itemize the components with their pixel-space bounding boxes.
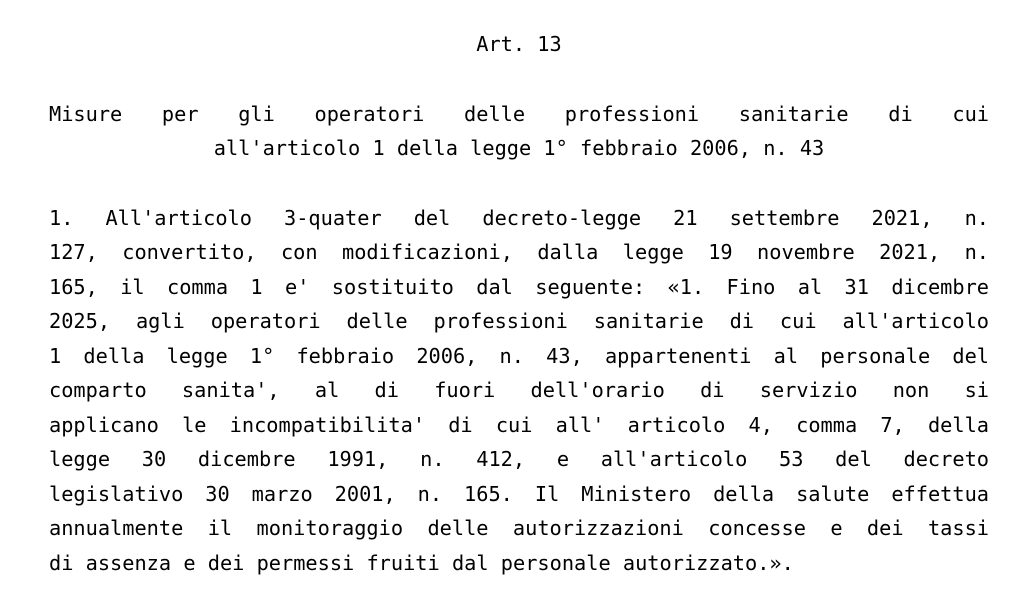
paragraph-line-2: 127, convertito, con modificazioni, dalla legge 19 novembre 2021, n. [49,240,989,264]
paragraph-line-10: annualmente il monitoraggio delle autorizzazioni concesse e dei tassi [49,516,989,540]
paragraph-line-5: 1 della legge 1° febbraio 2006, n. 43, appartenenti al personale del [49,343,989,368]
paragraph-line-8: legge 30 dicembre 1991, n. 412, e all'articolo 53 del decreto [49,447,989,471]
paragraph-line-3: 165, il comma 1 e' sostituito dal seguente: «1. Fino al 31 dicembre [49,274,989,299]
article-number: Art. 13 [476,32,562,56]
paragraph-line-11: di assenza e dei permessi fruiti dal personale autorizzato.». [49,550,794,575]
document-page [49,0,989,580]
paragraph-line-1: 1. All'articolo 3-quater del decreto-legge 21 settembre 2021, n. [49,205,989,230]
paragraph-line-9: legislativo 30 marzo 2001, n. 165. Il Ministero della salute effettua [49,481,989,506]
paragraph-line-7: applicano le incompatibilita' di cui all' articolo 4, comma 7, della [49,412,989,437]
article-heading-line-2: all'articolo 1 della legge 1° febbraio 2006, n. 43 [213,136,825,160]
article-heading-line-1: Misure per gli operatori delle professioni sanitarie di cui [49,101,989,126]
paragraph-line-4: 2025, agli operatori delle professioni sanitarie di cui all'articolo [49,309,989,333]
paragraph-line-6: comparto sanita', al di fuori dell'orario di servizio non si [49,378,989,402]
